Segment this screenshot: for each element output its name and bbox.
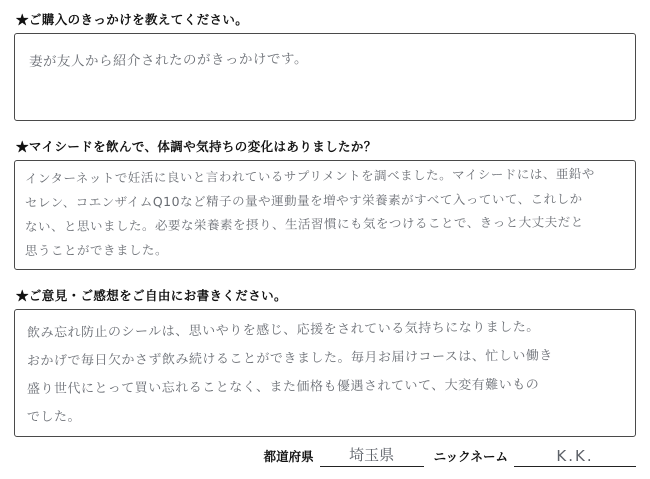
question-2-label: ★マイシードを飲んで、体調や気持ちの変化はありましたか？: [16, 140, 377, 154]
handwritten-line: ない、と思いました。必要な栄養素を摂り、生活習慣にも気をつけることで、きっと大丈夫だと: [24, 214, 584, 234]
answer-box-1[interactable]: [14, 33, 636, 121]
answer-box-3[interactable]: [14, 309, 636, 437]
nickname-value: K.K.: [514, 447, 636, 467]
handwritten-line: 思うことができました。: [24, 242, 169, 258]
prefecture-label: 都道府県: [263, 450, 314, 464]
nickname-label: ニックネーム: [433, 450, 508, 464]
handwritten-line: おかげで毎日欠かさず飲み続けることができました。毎月お届けコースは、忙しい働き: [26, 348, 553, 369]
handwritten-line: セレン、コエンザイムQ10など精子の量や運動量を増やす栄養素がすべて入っていて、これしか: [24, 191, 583, 210]
handwritten-line: でした。: [26, 409, 82, 425]
footer-fields: [14, 444, 636, 467]
handwriting-answer-3: [15, 310, 635, 436]
prefecture-field[interactable]: [264, 444, 424, 467]
question-1-label: ★ご購入のきっかけを教えてください。: [16, 13, 249, 27]
handwriting-answer-1: [15, 34, 635, 120]
question-3-label: ★ご意見・ご感想をご自由にお書きください。: [16, 289, 287, 303]
handwriting-answer-2: [15, 161, 635, 269]
handwritten-line: 飲み忘れ防止のシールは、思いやりを感じ、応援をされている気持ちになりました。: [26, 319, 540, 341]
handwritten-line: 妻が友人から紹介されたのがきっかけです。: [28, 51, 309, 70]
nickname-field[interactable]: [434, 447, 636, 467]
prefecture-value: 埼玉県: [320, 444, 424, 467]
handwritten-line: 盛り世代にとって買い忘れることなく、また価格も優遇されていて、大変有難いもの: [26, 377, 540, 397]
handwritten-line: インターネットで妊活に良いと言われているサプリメントを調べました。マイシードには、亜鉛や: [24, 166, 595, 186]
answer-box-2[interactable]: [14, 160, 636, 270]
